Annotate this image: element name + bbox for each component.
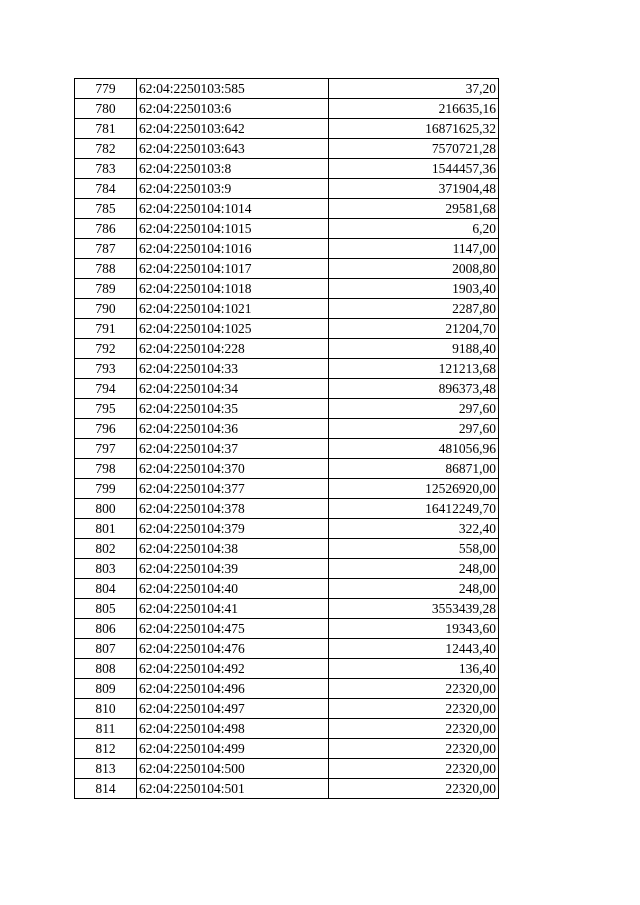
row-number-cell: 798 [75, 459, 137, 479]
cadastral-number-cell: 62:04:2250104:1017 [137, 259, 329, 279]
cadastral-number-cell: 62:04:2250104:379 [137, 519, 329, 539]
table-row [75, 759, 499, 779]
table-row [75, 159, 499, 179]
value-cell: 371904,48 [329, 179, 499, 199]
cadastral-number-cell: 62:04:2250104:501 [137, 779, 329, 799]
cadastral-number-cell: 62:04:2250104:1018 [137, 279, 329, 299]
cadastral-number-cell: 62:04:2250104:37 [137, 439, 329, 459]
table-row [75, 479, 499, 499]
row-number-cell: 797 [75, 439, 137, 459]
row-number-cell: 802 [75, 539, 137, 559]
cadastral-number-cell: 62:04:2250104:34 [137, 379, 329, 399]
row-number-cell: 796 [75, 419, 137, 439]
value-cell: 16871625,32 [329, 119, 499, 139]
table-row [75, 679, 499, 699]
row-number-cell: 784 [75, 179, 137, 199]
row-number-cell: 806 [75, 619, 137, 639]
table-row [75, 399, 499, 419]
table-row [75, 259, 499, 279]
value-cell: 216635,16 [329, 99, 499, 119]
value-cell: 121213,68 [329, 359, 499, 379]
value-cell: 297,60 [329, 399, 499, 419]
cadastral-number-cell: 62:04:2250104:370 [137, 459, 329, 479]
row-number-cell: 792 [75, 339, 137, 359]
cadastral-number-cell: 62:04:2250104:228 [137, 339, 329, 359]
cadastral-number-cell: 62:04:2250104:499 [137, 739, 329, 759]
cadastral-number-cell: 62:04:2250104:39 [137, 559, 329, 579]
value-cell: 86871,00 [329, 459, 499, 479]
row-number-cell: 808 [75, 659, 137, 679]
cadastral-number-cell: 62:04:2250104:476 [137, 639, 329, 659]
value-cell: 322,40 [329, 519, 499, 539]
row-number-cell: 814 [75, 779, 137, 799]
table-row [75, 279, 499, 299]
table-row [75, 719, 499, 739]
cadastral-number-cell: 62:04:2250104:40 [137, 579, 329, 599]
row-number-cell: 813 [75, 759, 137, 779]
cadastral-number-cell: 62:04:2250103:585 [137, 79, 329, 99]
value-cell: 558,00 [329, 539, 499, 559]
value-cell: 1147,00 [329, 239, 499, 259]
value-cell: 248,00 [329, 579, 499, 599]
value-cell: 2287,80 [329, 299, 499, 319]
value-cell: 19343,60 [329, 619, 499, 639]
value-cell: 21204,70 [329, 319, 499, 339]
row-number-cell: 811 [75, 719, 137, 739]
value-cell: 12443,40 [329, 639, 499, 659]
value-cell: 136,40 [329, 659, 499, 679]
cadastral-number-cell: 62:04:2250104:475 [137, 619, 329, 639]
table-row [75, 439, 499, 459]
row-number-cell: 787 [75, 239, 137, 259]
table-row [75, 339, 499, 359]
cadastral-number-cell: 62:04:2250104:1016 [137, 239, 329, 259]
cadastral-number-cell: 62:04:2250103:8 [137, 159, 329, 179]
table-row [75, 539, 499, 559]
cadastral-table [74, 78, 499, 799]
cadastral-number-cell: 62:04:2250104:35 [137, 399, 329, 419]
table-row [75, 419, 499, 439]
row-number-cell: 783 [75, 159, 137, 179]
row-number-cell: 786 [75, 219, 137, 239]
table-row [75, 199, 499, 219]
cadastral-number-cell: 62:04:2250104:38 [137, 539, 329, 559]
row-number-cell: 779 [75, 79, 137, 99]
row-number-cell: 793 [75, 359, 137, 379]
row-number-cell: 807 [75, 639, 137, 659]
row-number-cell: 809 [75, 679, 137, 699]
table-row [75, 119, 499, 139]
cadastral-number-cell: 62:04:2250104:498 [137, 719, 329, 739]
value-cell: 2008,80 [329, 259, 499, 279]
table-row [75, 139, 499, 159]
row-number-cell: 794 [75, 379, 137, 399]
value-cell: 248,00 [329, 559, 499, 579]
value-cell: 22320,00 [329, 759, 499, 779]
table-row [75, 699, 499, 719]
row-number-cell: 804 [75, 579, 137, 599]
value-cell: 22320,00 [329, 739, 499, 759]
cadastral-number-cell: 62:04:2250104:41 [137, 599, 329, 619]
value-cell: 37,20 [329, 79, 499, 99]
value-cell: 9188,40 [329, 339, 499, 359]
value-cell: 481056,96 [329, 439, 499, 459]
row-number-cell: 795 [75, 399, 137, 419]
table-row [75, 179, 499, 199]
cadastral-number-cell: 62:04:2250104:1014 [137, 199, 329, 219]
table-row [75, 519, 499, 539]
row-number-cell: 781 [75, 119, 137, 139]
table-row [75, 619, 499, 639]
cadastral-number-cell: 62:04:2250103:9 [137, 179, 329, 199]
table-row [75, 379, 499, 399]
row-number-cell: 805 [75, 599, 137, 619]
row-number-cell: 801 [75, 519, 137, 539]
value-cell: 6,20 [329, 219, 499, 239]
cadastral-number-cell: 62:04:2250103:6 [137, 99, 329, 119]
value-cell: 297,60 [329, 419, 499, 439]
table-row [75, 599, 499, 619]
value-cell: 3553439,28 [329, 599, 499, 619]
value-cell: 896373,48 [329, 379, 499, 399]
table-row [75, 239, 499, 259]
cadastral-number-cell: 62:04:2250104:497 [137, 699, 329, 719]
table-row [75, 219, 499, 239]
value-cell: 29581,68 [329, 199, 499, 219]
cadastral-number-cell: 62:04:2250104:33 [137, 359, 329, 379]
table-row [75, 99, 499, 119]
cadastral-number-cell: 62:04:2250104:1015 [137, 219, 329, 239]
cadastral-number-cell: 62:04:2250104:500 [137, 759, 329, 779]
row-number-cell: 812 [75, 739, 137, 759]
table-row [75, 779, 499, 799]
table-row [75, 459, 499, 479]
table-row [75, 559, 499, 579]
table-row [75, 739, 499, 759]
table-row [75, 499, 499, 519]
cadastral-number-cell: 62:04:2250104:492 [137, 659, 329, 679]
value-cell: 22320,00 [329, 779, 499, 799]
cadastral-number-cell: 62:04:2250104:36 [137, 419, 329, 439]
cadastral-number-cell: 62:04:2250104:1025 [137, 319, 329, 339]
value-cell: 22320,00 [329, 679, 499, 699]
cadastral-number-cell: 62:04:2250104:1021 [137, 299, 329, 319]
row-number-cell: 799 [75, 479, 137, 499]
value-cell: 7570721,28 [329, 139, 499, 159]
row-number-cell: 803 [75, 559, 137, 579]
table-row [75, 79, 499, 99]
value-cell: 16412249,70 [329, 499, 499, 519]
row-number-cell: 785 [75, 199, 137, 219]
row-number-cell: 810 [75, 699, 137, 719]
row-number-cell: 791 [75, 319, 137, 339]
row-number-cell: 790 [75, 299, 137, 319]
row-number-cell: 782 [75, 139, 137, 159]
cadastral-number-cell: 62:04:2250104:378 [137, 499, 329, 519]
table-row [75, 579, 499, 599]
row-number-cell: 780 [75, 99, 137, 119]
cadastral-number-cell: 62:04:2250104:496 [137, 679, 329, 699]
value-cell: 1903,40 [329, 279, 499, 299]
table-row [75, 359, 499, 379]
row-number-cell: 788 [75, 259, 137, 279]
table-row [75, 659, 499, 679]
row-number-cell: 800 [75, 499, 137, 519]
table-body [75, 79, 499, 799]
table-row [75, 299, 499, 319]
value-cell: 22320,00 [329, 699, 499, 719]
cadastral-number-cell: 62:04:2250104:377 [137, 479, 329, 499]
cadastral-number-cell: 62:04:2250103:642 [137, 119, 329, 139]
row-number-cell: 789 [75, 279, 137, 299]
cadastral-number-cell: 62:04:2250103:643 [137, 139, 329, 159]
value-cell: 22320,00 [329, 719, 499, 739]
value-cell: 12526920,00 [329, 479, 499, 499]
table-row [75, 319, 499, 339]
table-row [75, 639, 499, 659]
value-cell: 1544457,36 [329, 159, 499, 179]
